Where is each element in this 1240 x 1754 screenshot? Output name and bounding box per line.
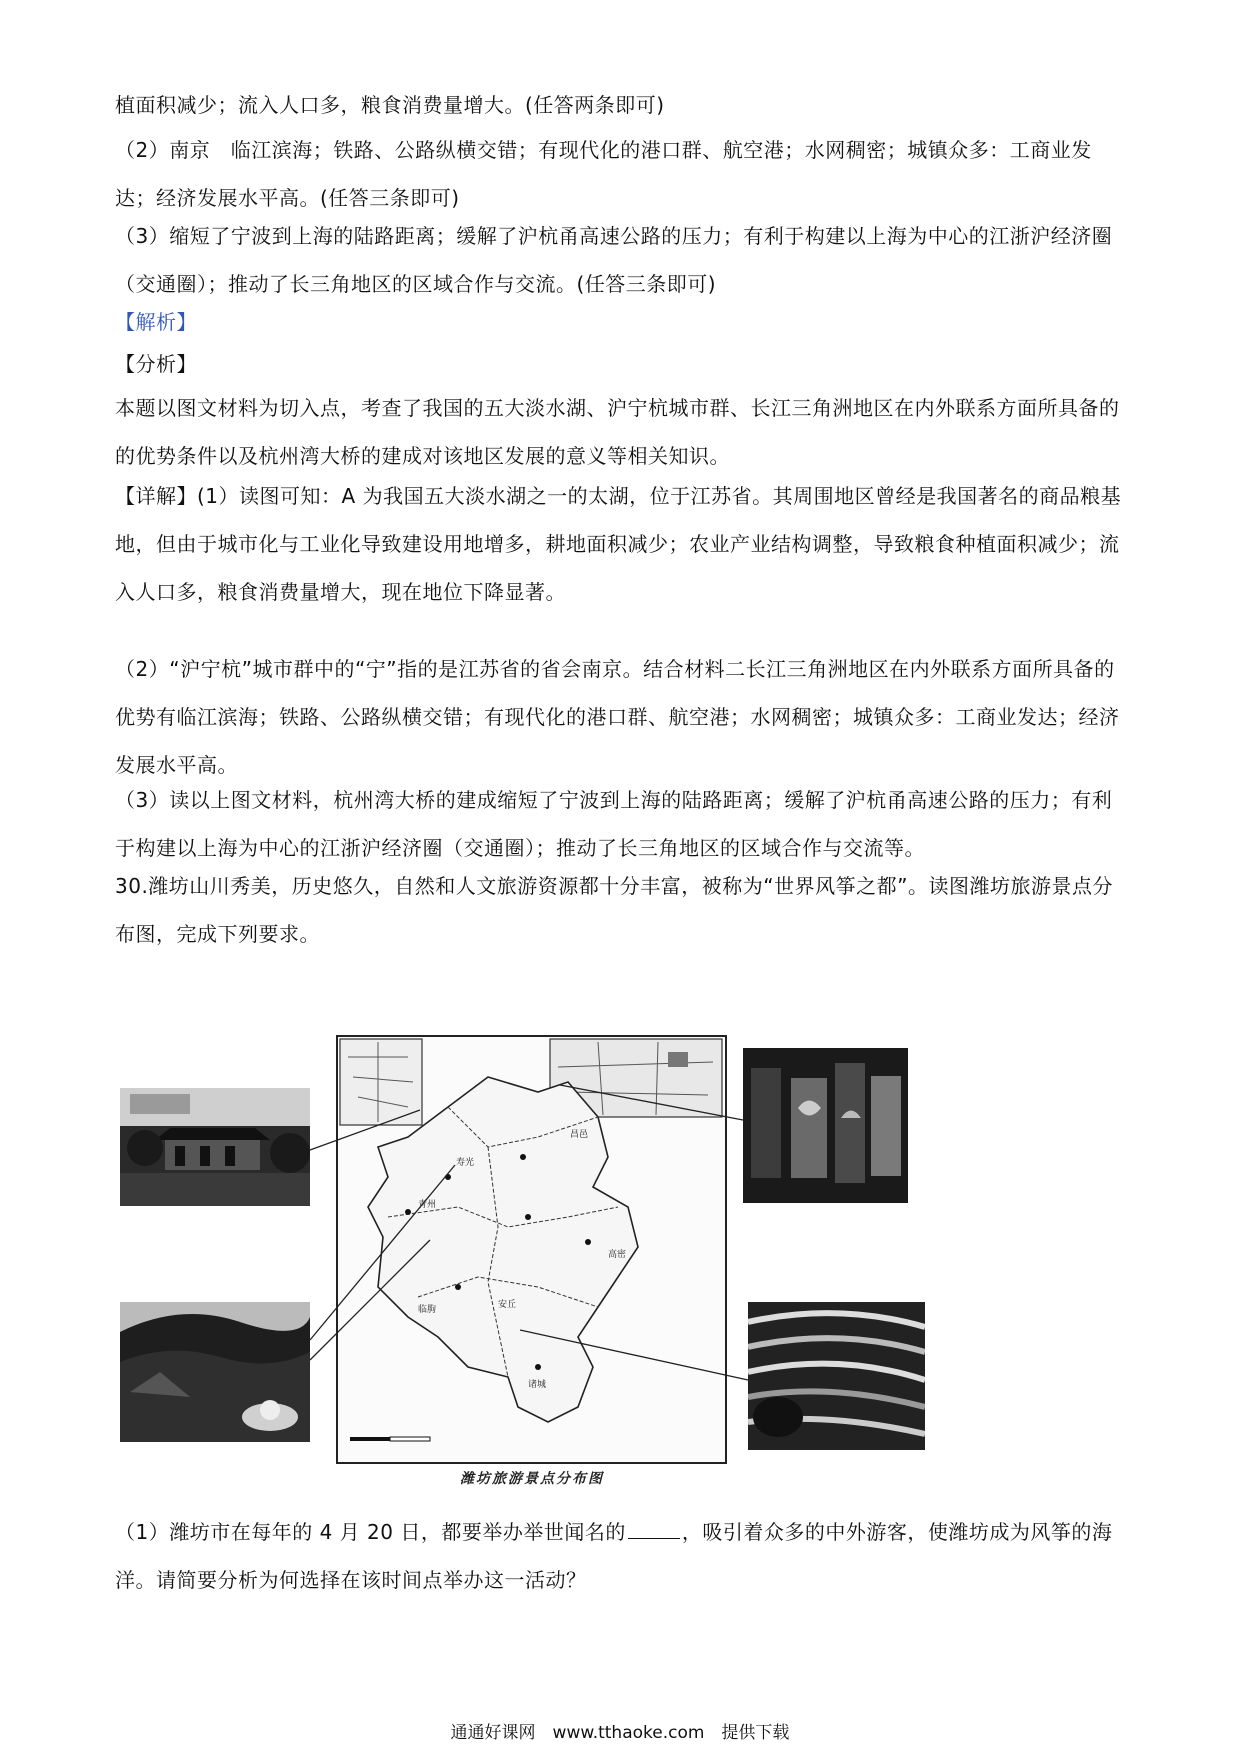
map-label-gaomi: 高密 <box>608 1250 627 1260</box>
answer-blank <box>628 1518 680 1539</box>
fenxi-heading: 【分析】 <box>115 352 197 376</box>
map-label-qingzhou: 青州 <box>418 1200 437 1210</box>
map-label-linqu: 临朐 <box>418 1305 437 1315</box>
footer-credit: 通通好课网 www.tthaoke.com 提供下载 <box>450 1723 790 1743</box>
analysis-tag: 【解析】 <box>115 310 197 334</box>
map-label-shouguang: 寿光 <box>456 1158 475 1168</box>
detail-2: （2）“沪宁杭”城市群中的“宁”指的是江苏省的省会南京。结合材料二长江三角洲地区在内外联系方面所具备的优势有临江滨海；铁路、公路纵横交错；有现代化的港口群、航空港；水网稠密；城镇众多：工商业发达；经济发展水平高。 <box>115 657 1120 777</box>
answer-line-1: 植面积减少；流入人口多，粮食消费量增大。(任答两条即可) <box>115 93 665 117</box>
question-30: 30.潍坊山川秀美，历史悠久，自然和人文旅游资源都十分丰富，被称为“世界风筝之都”。读图潍坊旅游景点分布图，完成下列要求。 <box>115 874 1114 946</box>
map-label-anqiu: 安丘 <box>498 1300 517 1310</box>
answer-3: （3）缩短了宁波到上海的陆路距离；缓解了沪杭甬高速公路的压力；有利于构建以上海为中心的江浙沪经济圈（交通圈）；推动了长三角地区的区域合作与交流。(任答三条即可) <box>115 224 1113 296</box>
map-label-zhucheng: 诸城 <box>528 1380 547 1390</box>
question-1 <box>115 1508 1125 1604</box>
question-1-part-a: （1）潍坊市在每年的 4 月 20 日，都要举办举世闻名的 <box>115 1520 626 1544</box>
figure-caption: 潍坊旅游景点分布图 <box>460 1471 604 1487</box>
question-1-part-b: ，吸引着众多的中外游客，使潍坊成为风筝的海洋。请简要分析为何选择在该时间点举办这一活动？ <box>115 1520 1113 1592</box>
detail-3: （3）读以上图文材料，杭州湾大桥的建成缩短了宁波到上海的陆路距离；缓解了沪杭甬高速公路的压力；有利于构建以上海为中心的江浙沪经济圈（交通圈）；推动了长三角地区的区域合作与交流等。 <box>115 788 1113 860</box>
answer-2: （2）南京 临江滨海；铁路、公路纵横交错；有现代化的港口群、航空港；水网稠密；城镇众多：工商业发达；经济发展水平高。(任答三条即可) <box>115 138 1092 210</box>
map-label-changyi: 昌邑 <box>570 1130 589 1140</box>
detail-1: 【详解】(1）读图可知：A 为我国五大淡水湖之一的太湖，位于江苏省。其周围地区曾经是我国著名的商品粮基地，但由于城市化与工业化导致建设用地增多，耕地面积减少；农业产业结构调整，导致粮食种植面积减少；流入人口多，粮食消费量增大，现在地位下降显著。 <box>115 484 1122 604</box>
fenxi-text: 本题以图文材料为切入点，考查了我国的五大淡水湖、沪宁杭城市群、长江三角洲地区在内外联系方面所具备的的优势条件以及杭州湾大桥的建成对该地区发展的意义等相关知识。 <box>115 396 1120 468</box>
